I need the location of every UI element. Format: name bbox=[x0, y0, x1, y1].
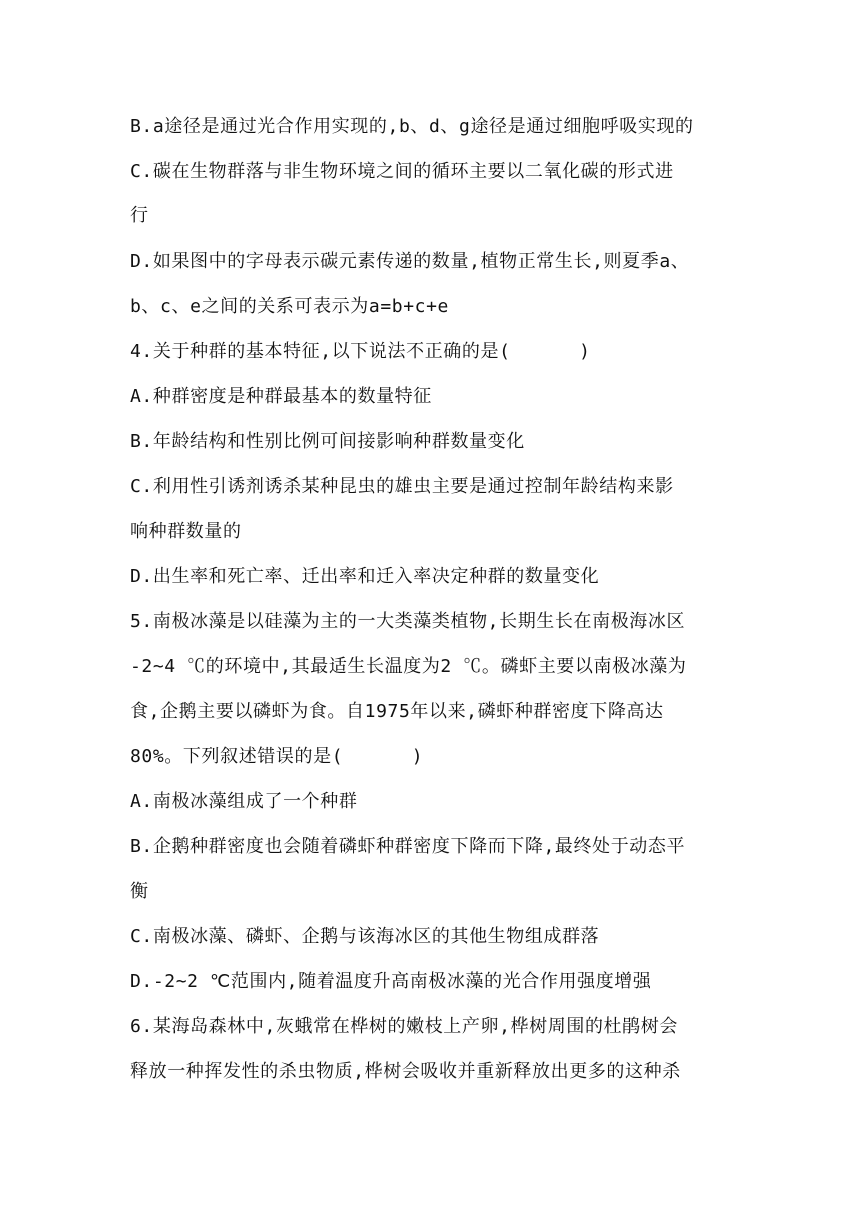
option-4c-line1: C.利用性引诱剂诱杀某种昆虫的雄虫主要是通过控制年龄结构来影 bbox=[130, 476, 674, 497]
option-5b-line2: 衡 bbox=[130, 881, 149, 902]
option-3d-line1: D.如果图中的字母表示碳元素传递的数量,植物正常生长,则夏季a、 bbox=[130, 251, 690, 272]
option-4d: D.出生率和死亡率、迁出率和迁入率决定种群的数量变化 bbox=[130, 566, 600, 587]
question-5-stem-line2: -2~4 ℃的环境中,其最适生长温度为2 ℃。磷虾主要以南极冰藻为 bbox=[130, 656, 687, 677]
option-4c-line2: 响种群数量的 bbox=[130, 521, 242, 542]
question-6-stem-line1: 6.某海岛森林中,灰蛾常在桦树的嫩枝上产卵,桦树周围的杜鹃树会 bbox=[130, 1016, 678, 1037]
question-5-stem-line4: 80%。下列叙述错误的是( ) bbox=[130, 746, 424, 767]
question-6-stem-line2: 释放一种挥发性的杀虫物质,桦树会吸收并重新释放出更多的这种杀 bbox=[130, 1061, 681, 1082]
option-3b: B.a途径是通过光合作用实现的,b、d、g途径是通过细胞呼吸实现的 bbox=[130, 116, 694, 137]
option-5b-line1: B.企鹅种群密度也会随着磷虾种群密度下降而下降,最终处于动态平 bbox=[130, 836, 686, 857]
option-3d-line2: b、c、e之间的关系可表示为a=b+c+e bbox=[130, 296, 449, 317]
question-5-stem-line3: 食,企鹅主要以磷虾为食。自1975年以来,磷虾种群密度下降高达 bbox=[130, 701, 664, 722]
question-5-stem-line1: 5.南极冰藻是以硅藻为主的一大类藻类植物,长期生长在南极海冰区 bbox=[130, 611, 686, 632]
option-5d: D.-2~2 ℃范围内,随着温度升高南极冰藻的光合作用强度增强 bbox=[130, 971, 652, 992]
option-3c-line2: 行 bbox=[130, 205, 149, 226]
option-3c-line1: C.碳在生物群落与非生物环境之间的循环主要以二氧化碳的形式进 bbox=[130, 161, 674, 182]
option-4b: B.年龄结构和性别比例可间接影响种群数量变化 bbox=[130, 431, 525, 452]
option-5c: C.南极冰藻、磷虾、企鹅与该海冰区的其他生物组成群落 bbox=[130, 926, 600, 947]
question-4-stem: 4.关于种群的基本特征,以下说法不正确的是( ) bbox=[130, 341, 591, 362]
option-5a: A.南极冰藻组成了一个种群 bbox=[130, 791, 358, 812]
option-4a: A.种群密度是种群最基本的数量特征 bbox=[130, 386, 432, 407]
